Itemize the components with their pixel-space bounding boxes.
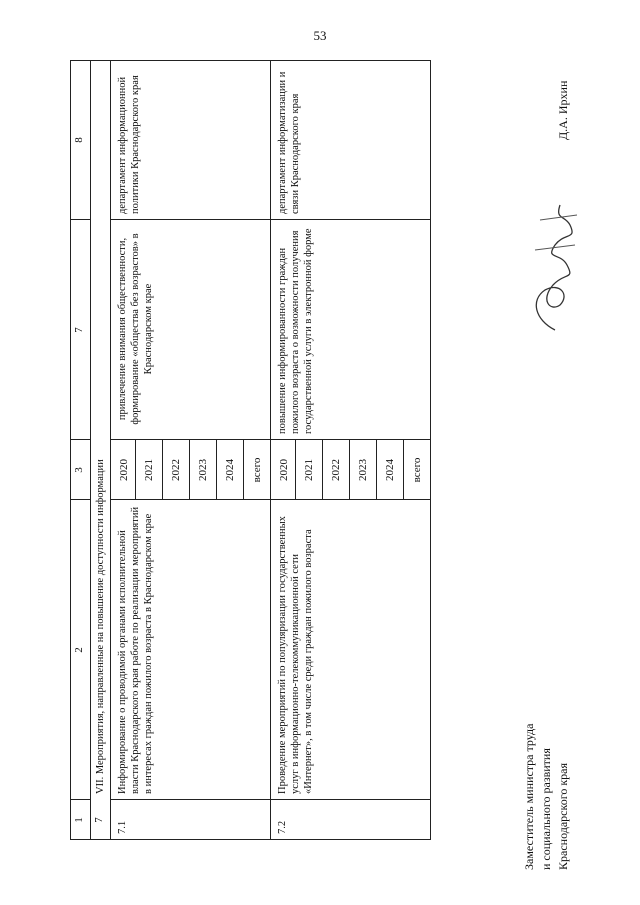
year-cell: 2024 [384,459,396,481]
row-result: привлечение внимания общественности, формирование «общества без возрастов» в Краснодарском крае [117,233,154,425]
row-result: повышение информированности граждан пожилого возраста о возможности получения государственной услуги в электронной форме [277,228,314,434]
signature-position-line1: Заместитель министра труда [522,723,536,870]
year-cell: 2020 [118,459,130,481]
header-col-3: 3 [73,467,85,473]
year-cell: 2021 [303,459,315,481]
row-description: Проведение мероприятий по популяризации государственных услуг в информационно-телекоммуникационной сети «Интернет», в том числе среди граждан пожилого возраста [277,516,314,794]
year-cell: 2020 [278,459,290,481]
page-number: 53 [313,28,327,43]
row-executor: департамент информатизации и связи Краснодарского края [277,71,301,214]
signature-name: Д.А. Ирхин [556,80,570,140]
section-number: 7 [93,817,105,823]
signature-position-line3: Краснодарского края [556,762,570,870]
signature-position-line2: и социального развития [539,748,553,870]
year-cell: всего [411,457,423,483]
header-col-1: 1 [73,817,85,823]
row-number: 7.1 [117,820,128,834]
year-cell: 2024 [224,459,236,481]
year-cell: 2023 [357,459,369,481]
section-title: VII. Мероприятия, направленные на повышение доступности информации [95,459,106,794]
year-cell: 2023 [197,459,209,481]
row-description: Информирование о проводимой органами исполнительной власти Краснодарского края работе по реализации мероприятий в интересах граждан пожилого возраста в Краснодарском крае [117,506,154,794]
header-col-2: 2 [73,647,85,653]
header-col-7: 7 [73,327,85,333]
year-cell: 2021 [143,459,155,481]
row-executor: департамент информационной политики Краснодарского края [117,75,141,214]
handwritten-signature-icon [515,190,590,340]
year-cell: 2022 [330,459,342,481]
header-col-8: 8 [73,137,85,143]
year-cell: 2022 [170,459,182,481]
year-cell: всего [251,457,263,483]
rotated-table [70,60,570,840]
row-number: 7.2 [277,820,288,834]
